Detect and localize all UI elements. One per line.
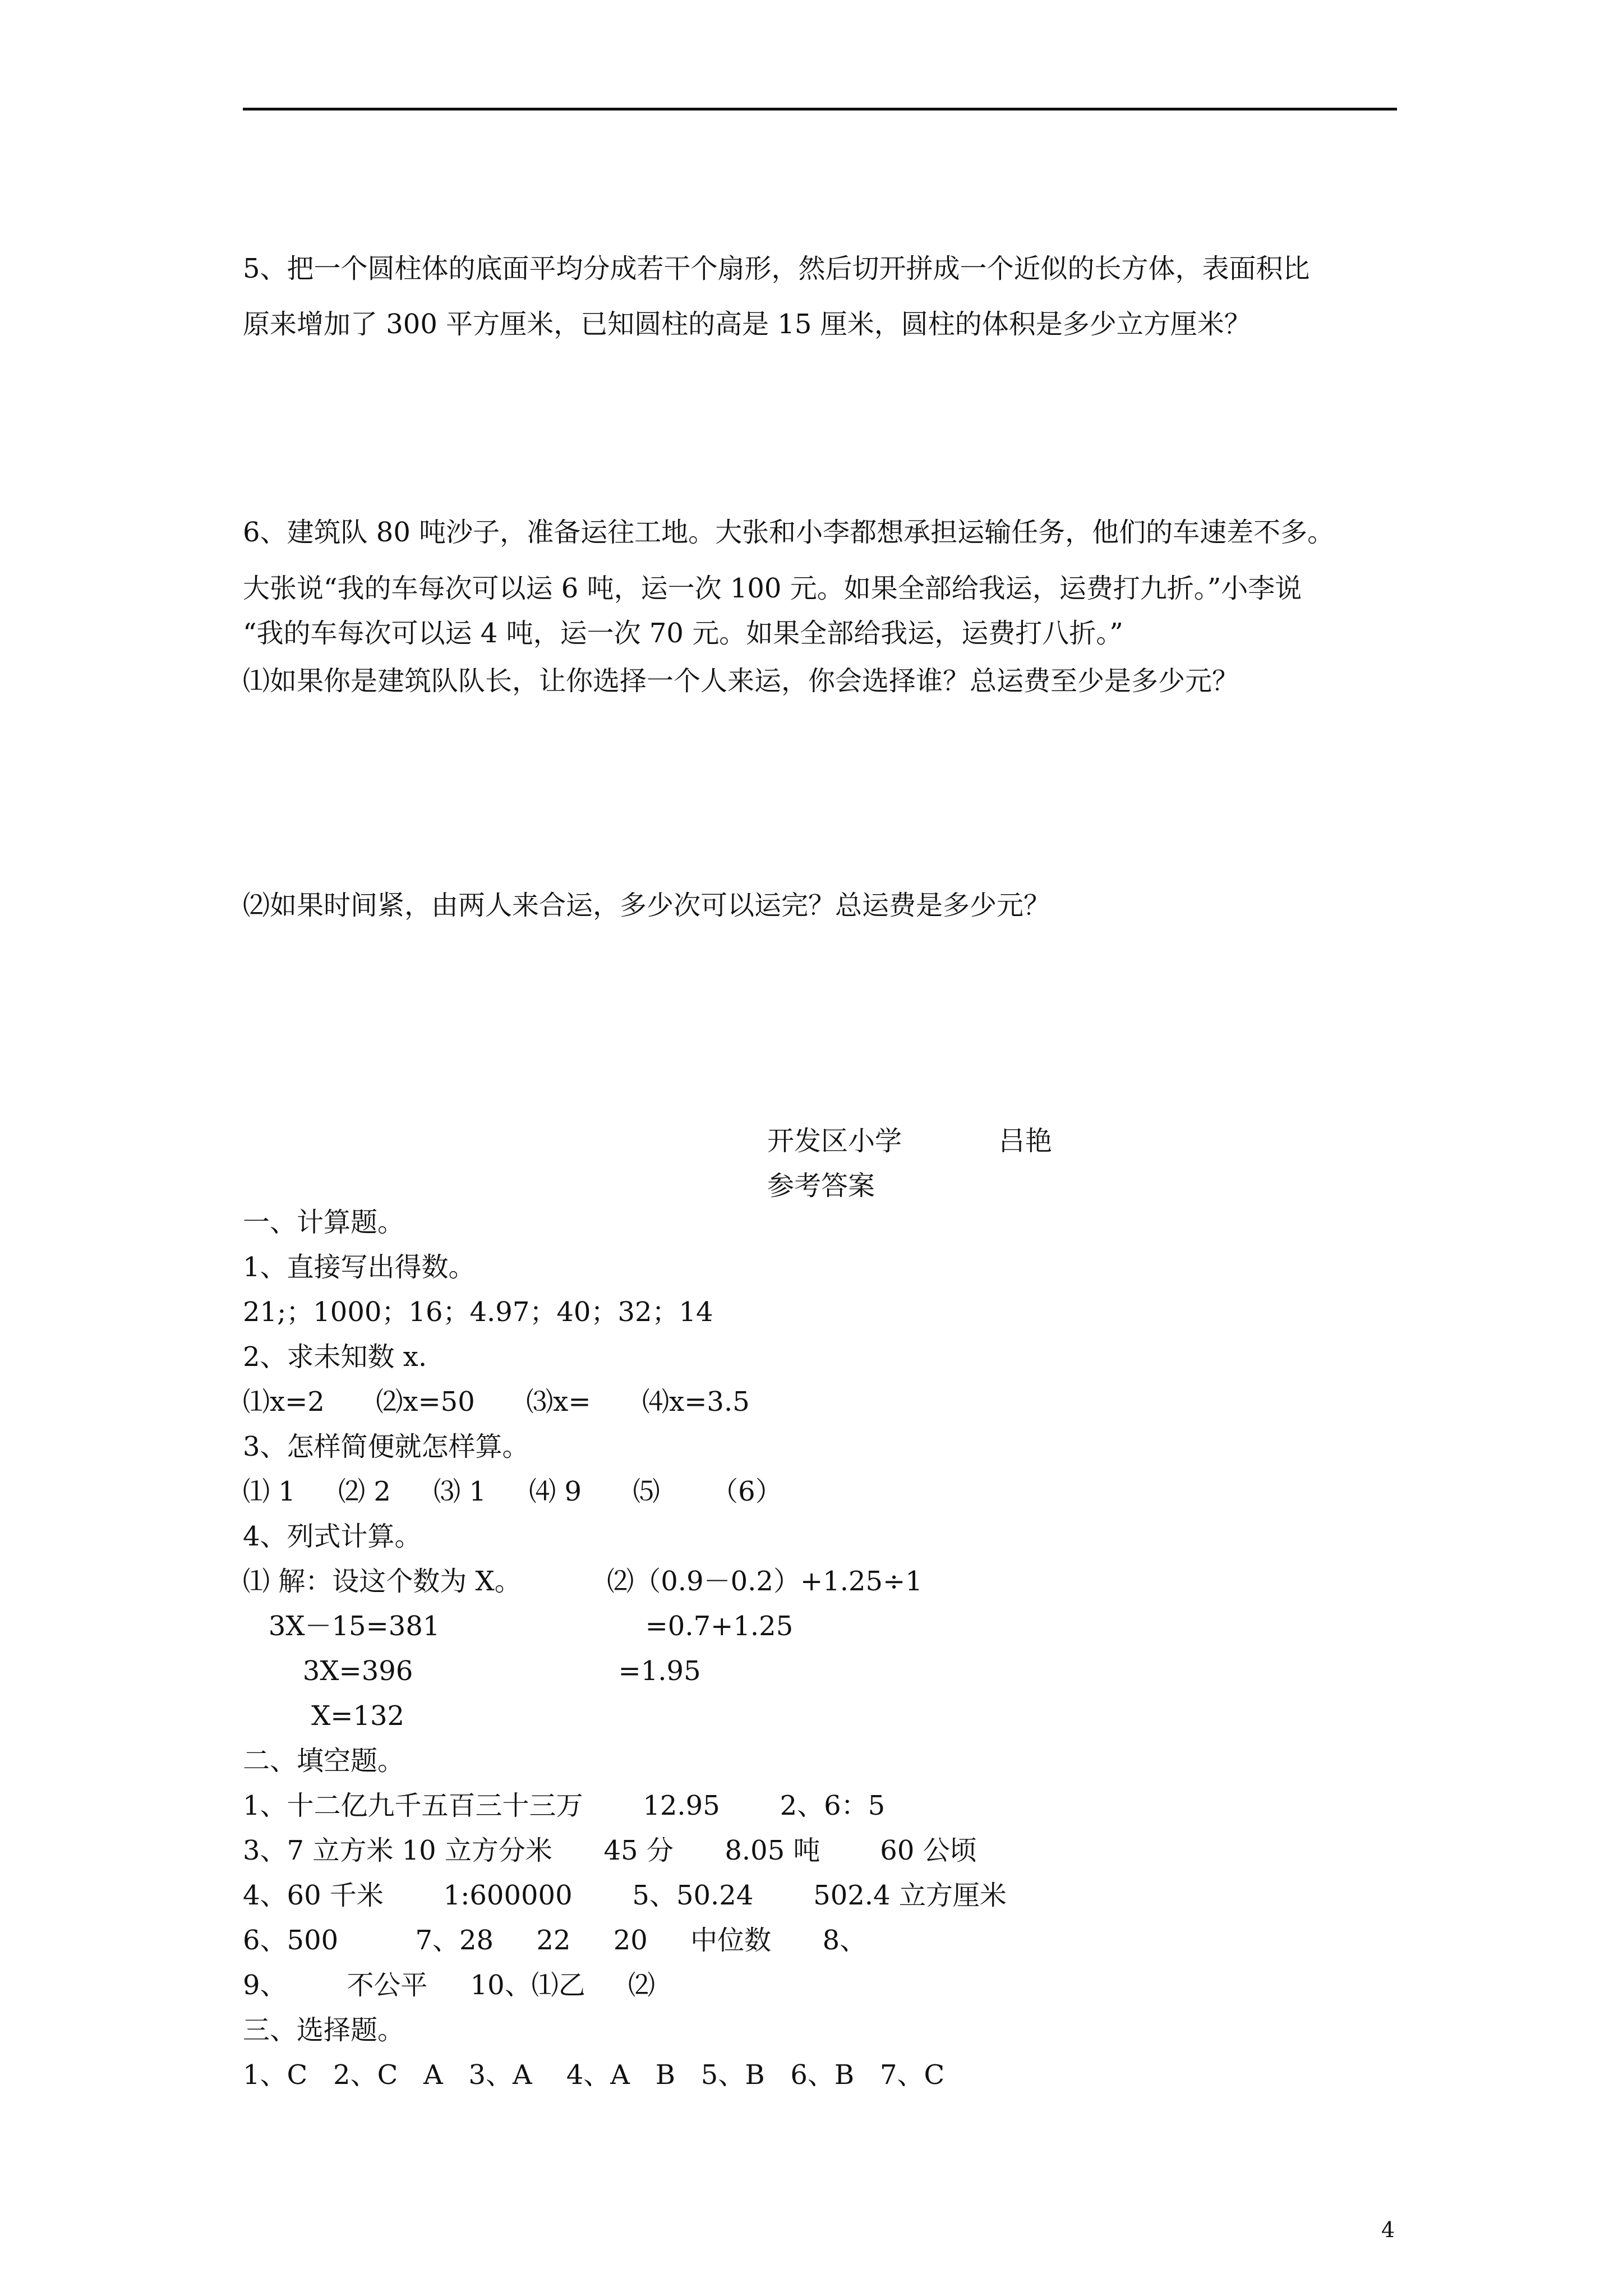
answer-line: ⑴ 1 ⑵ 2 ⑶ 1 ⑷ 9 ⑸ （6） [243,1476,782,1507]
answer-line: 二、填空题。 [243,1745,405,1777]
answer-line: 三、选择题。 [243,2014,405,2046]
answer-line: 2、求未知数 x. [243,1341,427,1373]
answer-line: 3、7 立方米 10 立方分米 45 分 8.05 吨 60 公顷 [243,1835,977,1866]
answer-line: 9、 不公平 10、⑴乙 ⑵ [243,1970,656,2001]
answer-line: 3、怎样简便就怎样算。 [243,1431,529,1462]
answer-line: 6、500 7、28 22 20 中位数 8、 [243,1925,867,1956]
page-number: 4 [1381,2217,1395,2242]
answer-line: X=132 [243,1700,405,1732]
school-name: 开发区小学 [767,1125,902,1157]
answer-line: ⑴ 解：设这个数为 X。 ⑵（0.9－0.2）+1.25÷1 [243,1566,923,1597]
question-6-sub-1: ⑴如果你是建筑队队长，让你选择一个人来运，你会选择谁？总运费至少是多少元？ [243,665,1239,697]
answer-line: 1、C 2、C A 3、A 4、A B 5、B 6、B 7、C [243,2059,945,2091]
answer-line: 21;；1000；16；4.97；40；32；14 [243,1296,713,1328]
question-6-sub-2: ⑵如果时间紧，由两人来合运，多少次可以运完？总运费是多少元？ [243,890,1051,921]
answer-line: 1、十二亿九千五百三十三万 12.95 2、6：5 [243,1790,886,1821]
answers-title: 参考答案 [767,1170,875,1202]
question-6-line-3: “我的车每次可以运 4 吨，运一次 70 元。如果全部给我运，运费打八折。” [243,618,1123,649]
answer-line: 4、60 千米 1:600000 5、50.24 502.4 立方厘米 [243,1880,1007,1911]
question-5-line-2: 原来增加了 300 平方厘米，已知圆柱的高是 15 厘米，圆柱的体积是多少立方厘米？ [243,309,1251,340]
answer-line: 1、直接写出得数。 [243,1251,476,1283]
question-5-line-1: 5、把一个圆柱体的底面平均分成若干个扇形，然后切开拼成一个近似的长方体，表面积比 [243,253,1310,284]
answer-line: ⑴x=2 ⑵x=50 ⑶x= ⑷x=3.5 [243,1386,750,1418]
answer-line: 一、计算题。 [243,1207,405,1238]
answer-line: 3X－15=381 =0.7+1.25 [243,1611,794,1642]
author-name: 吕艳 [998,1125,1053,1157]
question-6-line-2: 大张说“我的车每次可以运 6 吨，运一次 100 元。如果全部给我运，运费打九折。”小李说 [243,573,1302,604]
header-rule [243,108,1397,111]
answer-line: 4、列式计算。 [243,1521,422,1552]
question-6-line-1: 6、建筑队 80 吨沙子，准备运往工地。大张和小李都想承担运输任务，他们的车速差不多。 [243,517,1335,548]
answer-line: 3X=396 =1.95 [243,1655,701,1687]
